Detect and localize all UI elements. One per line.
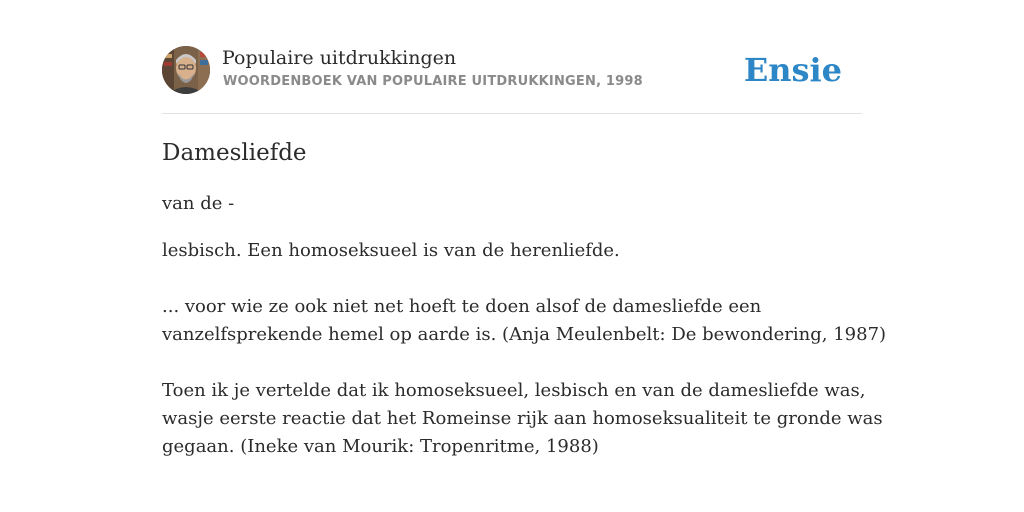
entry-title: Damesliefde [162,140,307,166]
paragraph-line: Toen ik je vertelde dat ik homoseksueel, lesbisch en van de damesliefde was, [162,380,866,401]
source-name[interactable]: Populaire uitdrukkingen [222,47,457,69]
entry-subtitle: van de - [162,193,235,214]
paragraph-line: wasje eerste reactie dat het Romeinse rijk aan homoseksualiteit te gronde was [162,408,883,429]
paragraph-line: vanzelfsprekende hemel op aarde is. (Anja Meulenbelt: De bewondering, 1987) [162,324,887,345]
entry-card [162,0,887,512]
paragraph-line: gegaan. (Ineke van Mourik: Tropenritme, 1988) [162,436,599,457]
entry-paragraph [162,237,862,265]
brand-logo[interactable]: Ensie [743,51,842,89]
header-divider [162,113,862,114]
paragraph-line: ... voor wie ze ook niet net hoeft te doen alsof de damesliefde een [162,296,762,317]
source-header [162,46,862,96]
entry-paragraph [162,377,883,461]
source-meta: WOORDENBOEK VAN POPULAIRE UITDRUKKINGEN, 1998 [223,74,643,89]
paragraph-line: lesbisch. Een homoseksueel is van de herenliefde. [162,240,620,261]
author-portrait-icon[interactable] [162,46,210,94]
entry-paragraph [162,293,887,349]
